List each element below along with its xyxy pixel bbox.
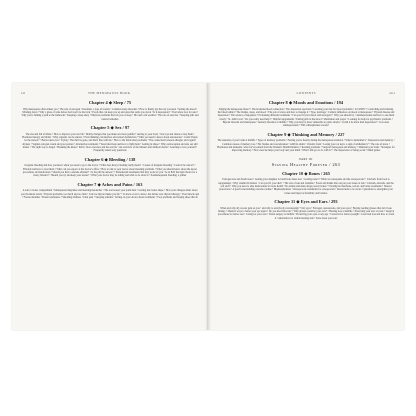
left-page [12,83,208,330]
chapter-entry [21,125,199,153]
chapter-heading: Chapter 8 ◆ Moods and Emotions / 194 [268,100,344,105]
part-title: Staying Healthy Forever / 263 [271,161,341,167]
chapter-topics: Why menopause often strikes you • The role of estrogen • Insomnia, a type of trouble • Common sleep disorders • How to finally get the rest you need • Setting the mood • Winding down • Why a glass of wine before bed won't do the trick • Foods that can keep you up and ones that settle you down • Is it depression? • You before bed, for sure? Why you're fuming a path to the bathroom • Keeping a sleep diary • Physical problems that rob you of sleep • Hot and cold weather • The role of exercise • Sleeping pills and natural remedies [21,107,199,121]
chapter-topics: Estrogen loss and fresh bones • Getting your daughter to build bone mass now • Getting tested • What's an osteopenia and the osteoporosis? • Calcium: from food to supplements • Why vitamin D matters • Can you fix your diet? • The role of sun and vitamins • Foods and drinks that can put your bones at risk • Calcium, antacids, and the soft stuff • Why you need to take medications for bone health • Do statins and sinus drugs protect bones? • Parathyroid hormone, reclast, and better treatments • Natural protections • A good bone-building exercise routine • Bisphosphonates • Osteoporosis treatments for osteoporosis • Interactions to be aware • Questions to strengthen your bones and improve flexibility and balance [218,178,394,195]
book-gutter [205,83,211,330]
chapter-heading: Chapter 7 ◆ Aches and Pains / 163 [77,181,143,187]
left-page-number: xii [21,91,26,95]
chapter-heading: Chapter 6 ◆ Bleeding / 138 [84,156,136,162]
chapter-entry [217,171,395,195]
right-page-number: xiii [389,91,395,95]
chapter-heading: Chapter 11 ◆ Eyes and Ears / 293 [274,198,338,204]
chapter-entry [217,100,395,128]
right-page [208,83,404,330]
chapter-heading: Chapter 4 ◆ Sleep / 75 [88,100,132,105]
chapter-topics: The anatomy of your brain at midlife • Types of memory problems • Feeling you're fuzzily during the menopause transition • What is Alzheimer's • Depression and memory • Common causes of memory loss • Hot flashes and concentration • ADD in adults • Chronic brain • Losing your car keys: a sign of Alzheimer's? • The role of stress • Hormones and dementia: what we've learned from the Women's Health Initiative • Reading problems • Surgical menopause and memory • Maintain your brain • Strategies for improving memory • How exercise helps your body and your mind • What's this got to do with it? • The importance of being social • Mind games [217,139,395,153]
chapter-entry [217,199,395,220]
chapter-heading: Chapter 5 ◆ Sex / 97 [90,124,130,130]
chapter-heading: Chapter 10 ◆ Bones / 265 [282,170,330,176]
left-running-header [21,91,199,95]
chapter-topics: Singing the menopause blues? • The hormone/mood connection • The depression spectrum • Learning your risk for mood problems • Is it PMS? • Controlling and irritating the blues behind • The flashes, sleep, and mood • The role of stress and how to manage it • Type, marriage • Cultural influences on mood at menopause • Thyroid disease and depression • The science of happiness • Evaluating different treatments • Can you fill your mood with estrogen? • Why you should try • Antidepressants and how to use them wisely • St. John's wort • Do you really need help? • Helpful supplements • Putting pills in the mood • Meditation and prayer • Looking for help for psychiatric problems • Bipolar disorder and menopause • Anxiety disorders at midlife • Why you may be more vulnerable to panic attacks • Could it be more than depression? • Low-dose antidepressants • Will schizophrenia worsen? [217,107,395,128]
chapter-entry [21,182,199,200]
chapter-entry [21,100,199,121]
left-running-title: THE MENOPAUSE BOOK [88,91,131,95]
chapter-entry [217,132,395,153]
chapter-heading: Chapter 9 ◆ Thinking and Memory / 227 [267,131,345,137]
right-running-title: CONTENTS [296,91,316,95]
chapter-topics: Irregular bleeding and how you know when you need to go to the doctor • What does heavy bleeding really mean? • Causes of irregular bleeding • Could it be cancer? • Fibroids and how to treat them • What can you expect at the doctor's office • How to talk to your doctor about bleeding problems • What you should know about the newer procedures and medication • Should you have a uterine ablation? • Is the pill the answer? • Endometrial treatments that may work for you • Is an IUD the right choice for a heavy bleeder? • Should you try and keep your uterus? • What your doctor may be telling and what to do about it • Postmenopausal bleeding: a primer [22,164,198,178]
part-label: PART III [299,156,313,161]
chapter-entry [21,157,199,178]
right-running-header [217,91,395,95]
chapter-topics: A tour to bones compendium • Menopausal migraines and morning headaches • The real reason your joints hurt • Getting into better shape • How your changes smart about your hormone levels • Thyroid problems, too much and too little • Can low thyroid make you fat? • To more or not to move, the debate over thyroid therapy • Your muscle and • Frozen shoulder • Breast tenderness • Shedding stiffness • Joint pain • Sleeping arthritis • Lifting on your doctor about treatments • Foot problems and buying shoes that fit [21,189,200,199]
chapter-topics: The rise and fall of libido • How to improve your sex life • Bodily changes that you make sex more painful • Getting to your body • Sex toys and where to buy them • Hormone therapy and libido • Why orgasms can be elusive • Even thinking can interfere and sexual dysfunction • What you need to know about testosterone • Could Viagra be the answer? • Better ideas ever • Trying • The thrill is gone, and that's fine with me • How to the lubrication problems • The connection between allergies and vaginal dryness • Vaginal estrogen cream and your partner • Alternative treatments • Yeast infections and how to fight them • Getting in shape • Why contraception and safe sex still matter • The right way to Kegel • Breaking the Rules • Pelvic floor exercises and the sex life • An overview of the Masters and Johnson model • Learning to love yourself • Frequently asked sexy questions [22,132,198,153]
chapter-topics: When and why dry sweats gain on you • and why to everybody oversleeping? • Dry eyes • Estrogen, testosterone, and your eyes • Buying reading glasses that don't look frumpy • Medical ways to better your eye agent • Do you need bifocals? • Why glasses could be your ears? • Hearing loss at midlife • Protecting your ears at work • Surgical procedures for better ears • Caring for your ears • Vision surgery at midlife • Protecting your eyes at any age • Cataracts for better eyesight • Laser hair loss and how to avoid it • Alternatives to visible hearing aids • Tests about your ears [217,206,395,220]
